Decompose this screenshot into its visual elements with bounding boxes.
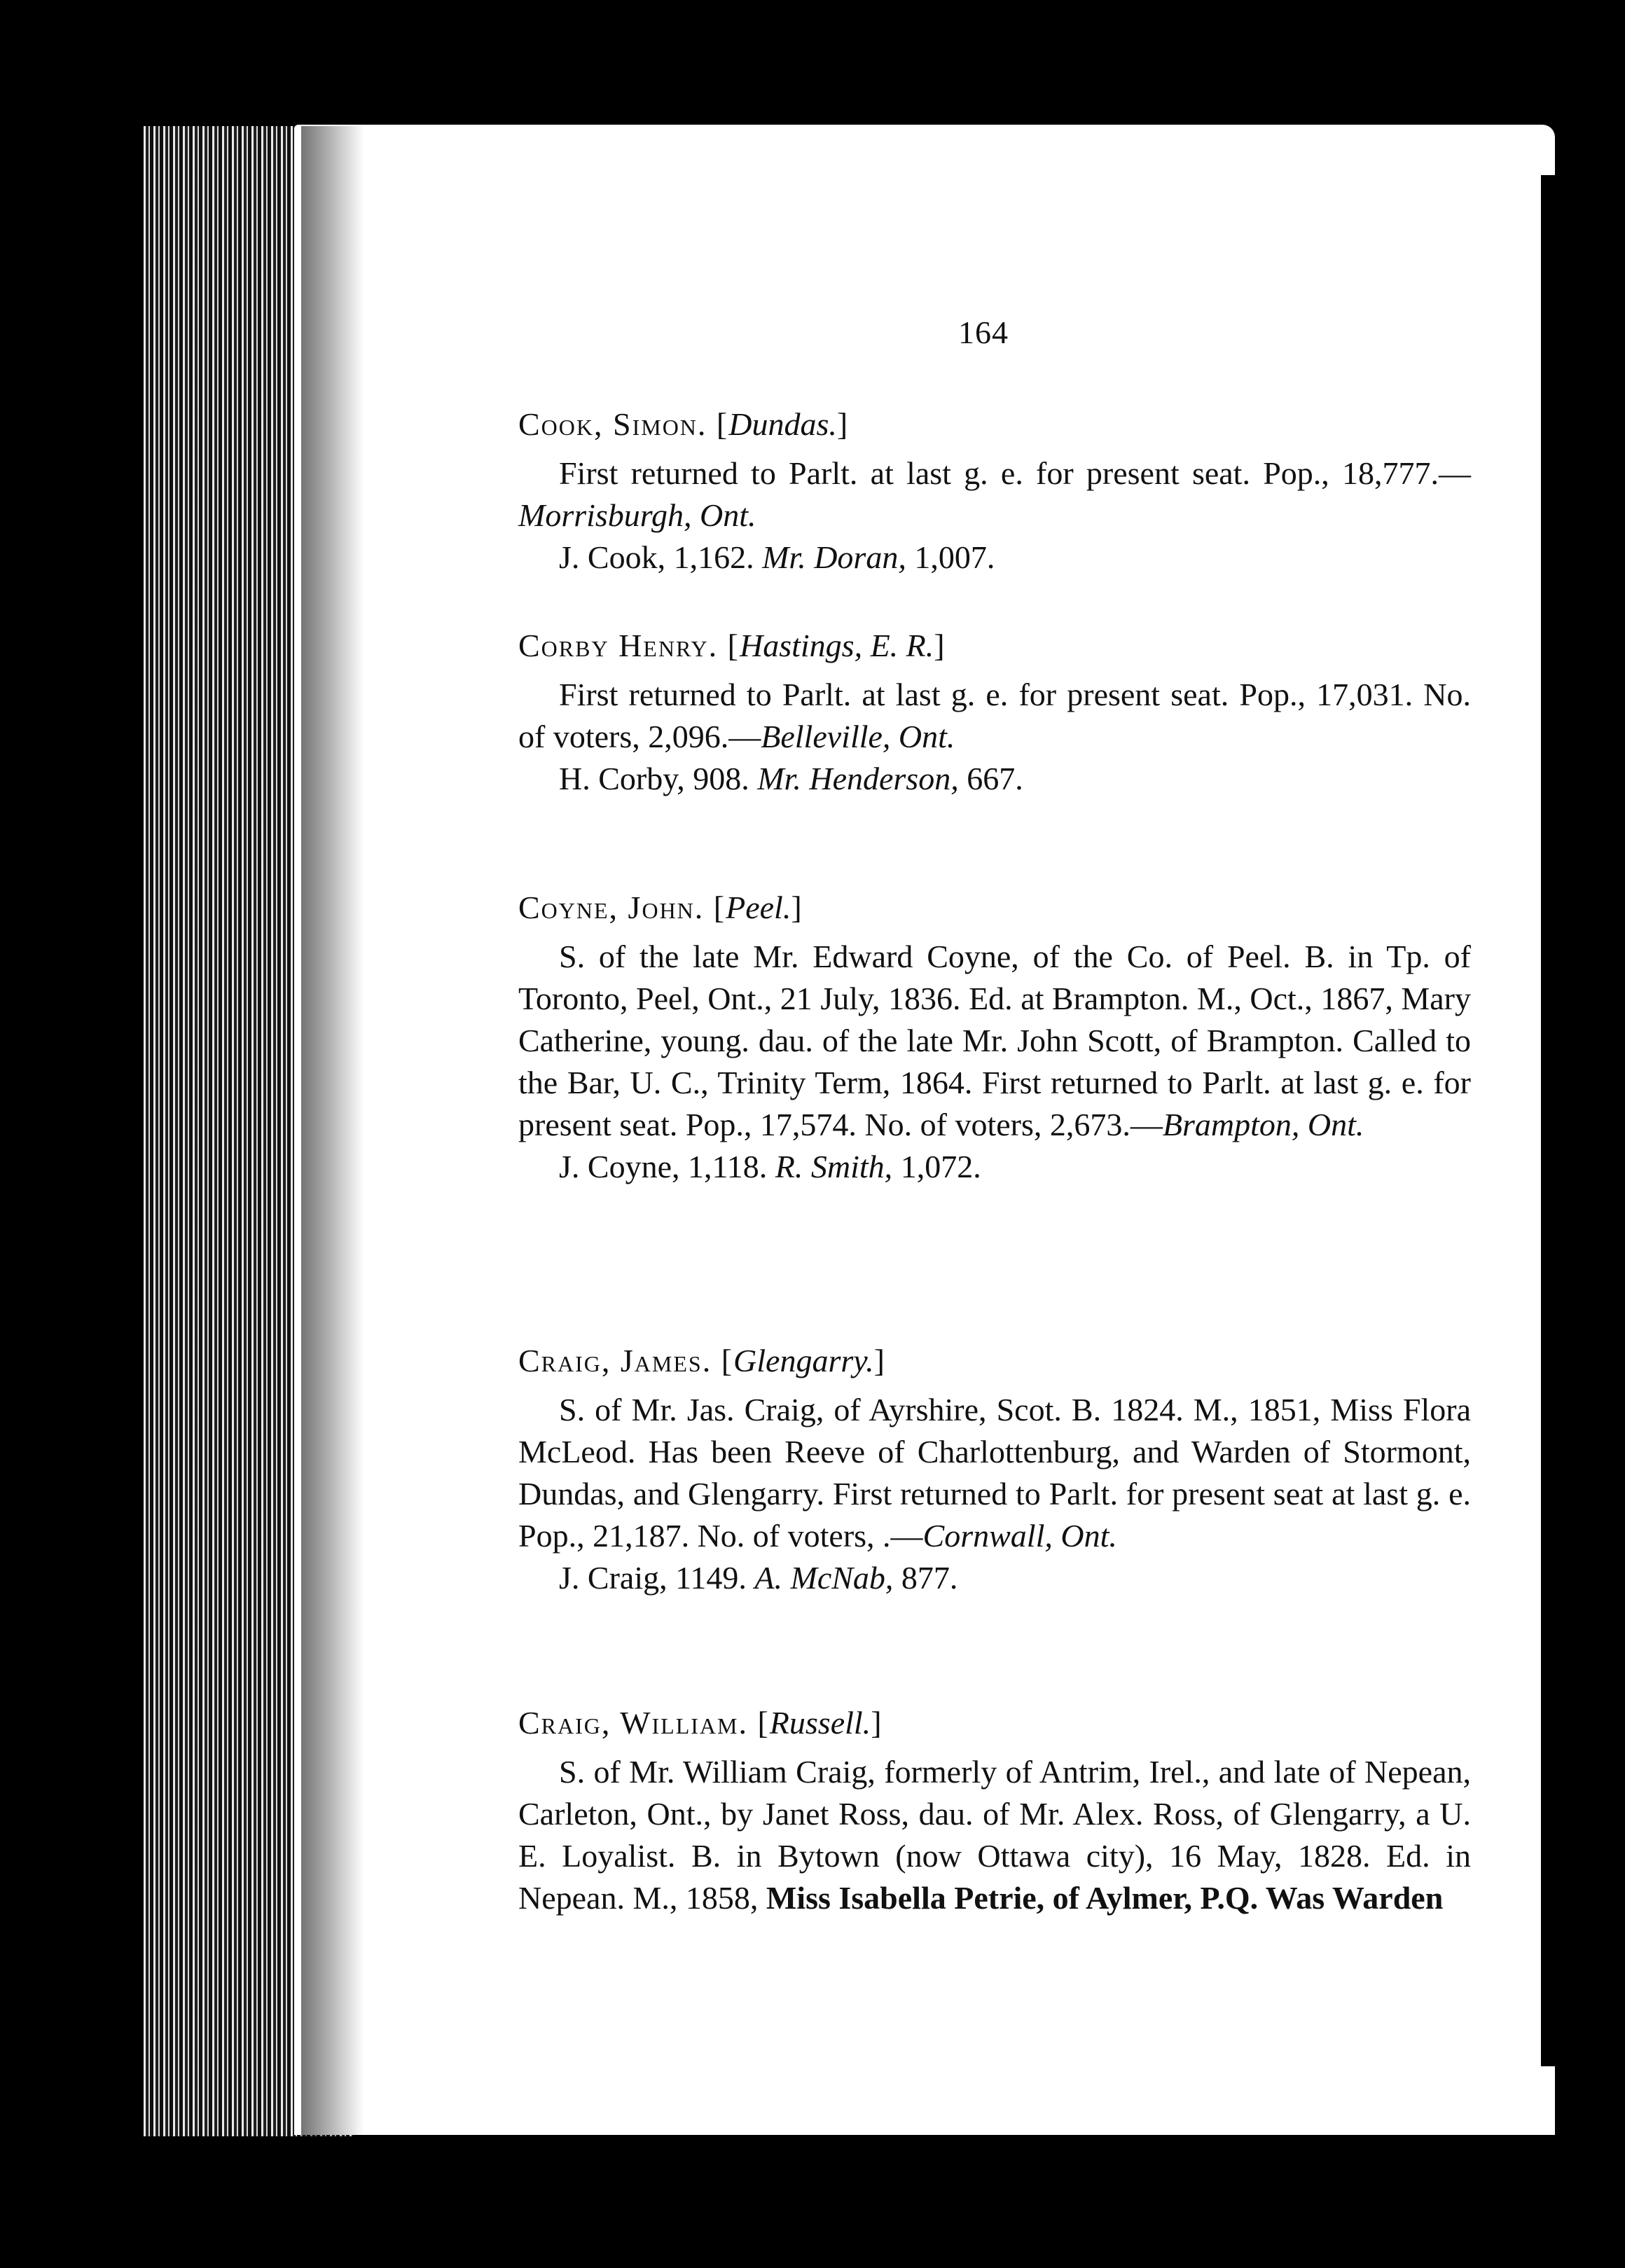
- entry-heading: Craig, William. [Russell.]: [518, 1705, 883, 1741]
- election-result: J. Craig, 1149. A. McNab, 877.: [559, 1560, 958, 1596]
- constituency: Glengarry.: [733, 1343, 874, 1378]
- entry-body: First returned to Parlt. at last g. e. for present seat. Pop., 18,777.—Morrisburgh, Ont.: [518, 455, 1471, 533]
- residence: Cornwall, Ont.: [922, 1518, 1117, 1554]
- entry-body: S. of Mr. William Craig, formerly of Antrim, Irel., and late of Nepean, Carleton, Ont., by Janet Ross, dau. of Mr. Alex. Ross, of Glengarry, a U. E. Loyalist. B. in Bytown (now Ottawa city), 16 May, 1828. Ed. in Nepean. M., 1858, Miss Isabella Petrie, of Aylmer, P.Q. Was Warden: [518, 1754, 1471, 1916]
- entry-coyne-john: [518, 887, 1471, 1188]
- page-number: 164: [958, 314, 1009, 350]
- entry-corby-henry: [518, 625, 1471, 800]
- entry-heading: Corby Henry. [Hastings, E. R.]: [518, 628, 946, 663]
- entry-cook-simon: [518, 403, 1471, 579]
- entry-heading: Craig, James. [Glengarry.]: [518, 1343, 886, 1378]
- member-name: Cook, Simon.: [518, 406, 707, 442]
- entry-body: S. of Mr. Jas. Craig, of Ayrshire, Scot. B. 1824. M., 1851, Miss Flora McLeod. Has been Reeve of Charlottenburg, and Warden of Stormont, Dundas, and Glengarry. First returned to Parlt. for present seat at last g. e. Pop., 21,187. No. of voters, .—Cornwall, Ont.: [518, 1392, 1471, 1554]
- member-name: Craig, James.: [518, 1343, 712, 1378]
- entry-body-last-line: Miss Isabella Petrie, of Aylmer, P.Q. Was Warden: [766, 1880, 1444, 1916]
- residence: Brampton, Ont.: [1162, 1107, 1364, 1142]
- member-name: Coyne, John.: [518, 890, 705, 925]
- constituency: Peel.: [726, 890, 791, 925]
- entry-heading: Cook, Simon. [Dundas.]: [518, 406, 850, 442]
- member-name: Craig, William.: [518, 1705, 748, 1741]
- election-result: H. Corby, 908. Mr. Henderson, 667.: [559, 761, 1023, 796]
- residence: Belleville, Ont.: [761, 719, 955, 754]
- entry-heading: Coyne, John. [Peel.]: [518, 890, 803, 925]
- gutter-shadow: [301, 126, 364, 2136]
- entry-craig-james: [518, 1340, 1471, 1599]
- entry-craig-william: [518, 1702, 1471, 1919]
- member-name: Corby Henry.: [518, 628, 719, 663]
- constituency: Hastings, E. R.: [739, 628, 934, 663]
- election-result: J. Cook, 1,162. Mr. Doran, 1,007.: [559, 539, 995, 575]
- constituency: Russell.: [769, 1705, 871, 1741]
- entry-body: S. of the late Mr. Edward Coyne, of the Co. of Peel. B. in Tp. of Toronto, Peel, Ont., 21 July, 1836. Ed. at Brampton. M., Oct., 1867, Mary Catherine, young. dau. of the late Mr. John Scott, of Brampton. Called to the Bar, U. C., Trinity Term, 1864. First returned to Parlt. at last g. e. for present seat. Pop., 17,574. No. of voters, 2,673.—Brampton, Ont.: [518, 939, 1471, 1142]
- page-right-edge: [1541, 175, 1569, 2066]
- entry-body: First returned to Parlt. at last g. e. for present seat. Pop., 17,031. No. of voters, 2,096.—Belleville, Ont.: [518, 677, 1471, 754]
- election-result: J. Coyne, 1,118. R. Smith, 1,072.: [559, 1149, 981, 1184]
- residence: Morrisburgh, Ont.: [518, 497, 756, 533]
- constituency: Dundas.: [728, 406, 837, 442]
